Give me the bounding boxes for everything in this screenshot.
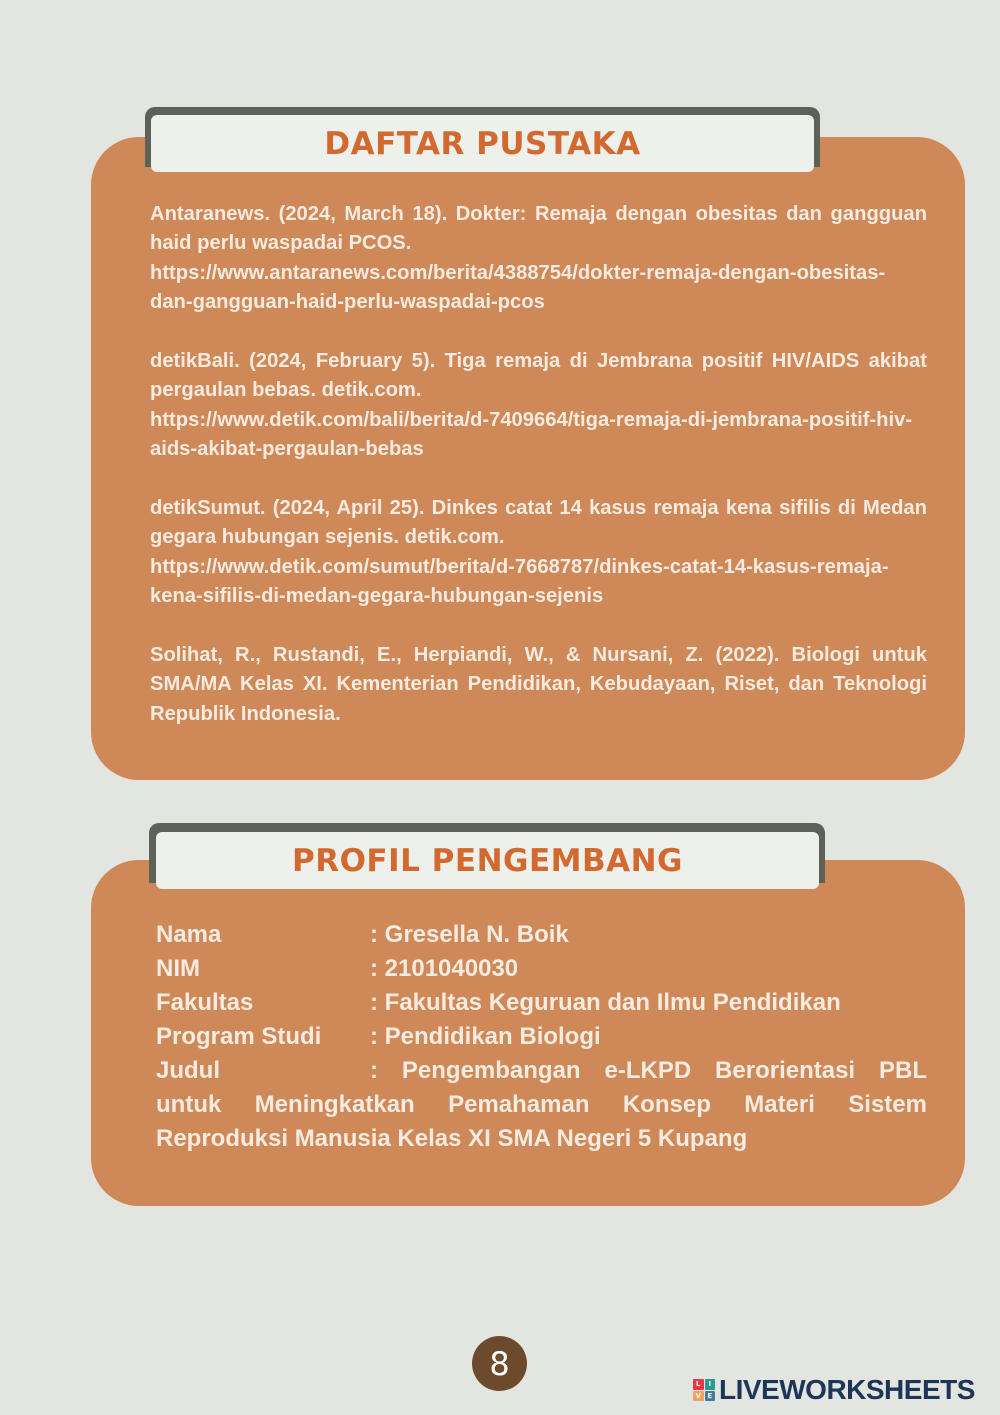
judul-value: : Pengembangan e-LKPD Berorientasi PBL untuk Meningkatkan Pemahaman Konsep Materi Sistem Reproduksi Manusia Kelas XI SMA Negeri 5 Kupang bbox=[156, 1057, 927, 1152]
profile-title: PROFIL PENGEMBANG bbox=[156, 832, 819, 889]
references-list bbox=[150, 200, 927, 759]
liveworksheets-brand[interactable] bbox=[693, 1374, 975, 1406]
prodi-label: Program Studi bbox=[156, 1023, 322, 1050]
liveworksheets-logo-icon: L I V E bbox=[693, 1379, 715, 1401]
reference-citation: detikSumut. (2024, April 25). Dinkes catat 14 kasus remaja kena sifilis di Medan gegara hubungan sejenis. detik.com. bbox=[150, 497, 927, 549]
reference-url[interactable]: https://www.antaranews.com/berita/4388754/dokter-remaja-dengan-obesitas-dan-gangguan-haid-perlu-waspadai-pcos bbox=[150, 261, 886, 314]
reference-item bbox=[150, 641, 927, 729]
nama-value: : Gresella N. Boik bbox=[370, 921, 569, 948]
references-title: DAFTAR PUSTAKA bbox=[151, 115, 814, 172]
reference-citation: Antaranews. (2024, March 18). Dokter: Remaja dengan obesitas dan gangguan haid perlu waspadai PCOS. bbox=[150, 203, 927, 255]
nim-label: NIM bbox=[156, 955, 200, 982]
judul-label: Judul bbox=[156, 1057, 220, 1084]
fakultas-value: : Fakultas Keguruan dan Ilmu Pendidikan bbox=[370, 989, 841, 1016]
profile-row-nim bbox=[156, 952, 927, 986]
profile-row-judul bbox=[156, 1054, 927, 1156]
fakultas-label: Fakultas bbox=[156, 989, 254, 1016]
page-number-badge: 8 bbox=[472, 1336, 527, 1391]
nama-label: Nama bbox=[156, 921, 222, 948]
profile-details bbox=[156, 918, 927, 1156]
reference-url[interactable]: https://www.detik.com/sumut/berita/d-7668787/dinkes-catat-14-kasus-remaja-kena-sifilis-di-medan-gegara-hubungan-sejenis bbox=[150, 555, 889, 608]
prodi-value: : Pendidikan Biologi bbox=[370, 1023, 601, 1050]
liveworksheets-wordmark: LIVEWORKSHEETS bbox=[719, 1374, 975, 1405]
reference-citation: detikBali. (2024, February 5). Tiga remaja di Jembrana positif HIV/AIDS akibat pergaulan bebas. detik.com. bbox=[150, 350, 927, 402]
profile-row-fakultas bbox=[156, 986, 927, 1020]
reference-item bbox=[150, 347, 927, 465]
reference-citation: Solihat, R., Rustandi, E., Herpiandi, W., & Nursani, Z. (2022). Biologi untuk SMA/MA Kelas XI. Kementerian Pendidikan, Kebudayaan, Riset, dan Teknologi Republik Indonesia. bbox=[150, 644, 927, 725]
reference-url[interactable]: https://www.detik.com/bali/berita/d-7409664/tiga-remaja-di-jembrana-positif-hiv-aids-akibat-pergaulan-bebas bbox=[150, 408, 913, 461]
reference-item bbox=[150, 494, 927, 612]
profile-row-nama bbox=[156, 918, 927, 952]
profile-row-prodi bbox=[156, 1020, 927, 1054]
nim-value: : 2101040030 bbox=[370, 955, 519, 982]
reference-item bbox=[150, 200, 927, 318]
